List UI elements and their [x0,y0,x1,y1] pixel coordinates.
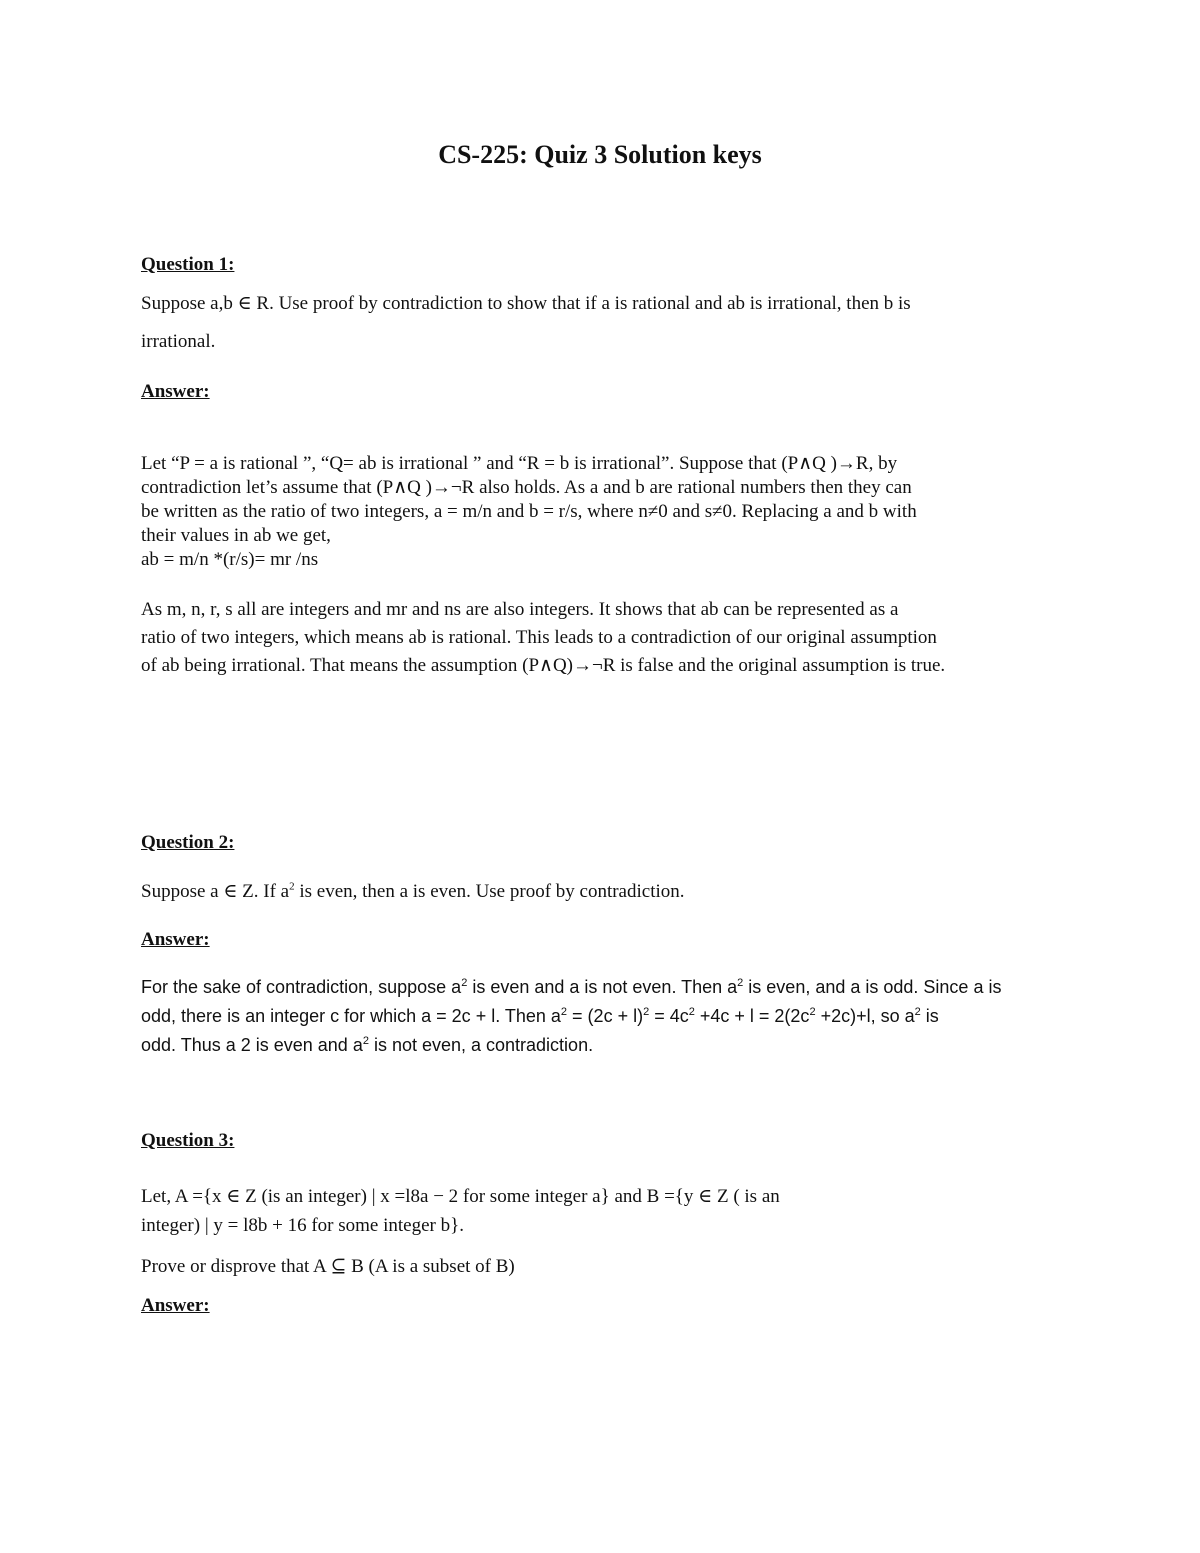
prompt-line: integer) | y = l8b + 16 for some integer b}. [141,1215,464,1236]
text: = (2c + l) [567,1006,644,1026]
answer-line: be written as the ratio of two integers, a = m/n and b = r/s, where n≠0 and s≠0. Replacing a and b with [141,501,917,522]
text: is [920,1006,939,1026]
question-1-prompt-line: Suppose a,b ∈ R. Use proof by contradiction to show that if a is rational and ab is irrational, then b is [141,293,911,314]
superscript: 2 [809,1006,816,1018]
text: is not even, a contradiction. [368,1035,594,1055]
question-1-prompt-cont [141,330,215,354]
superscript: 2 [461,977,468,989]
question-3-task: Prove or disprove that A ⊆ B (A is a subset of B) [141,1256,515,1277]
superscript: 2 [914,1006,921,1018]
superscript: 2 [560,1006,568,1018]
answer-line: Let “P = a is rational ”, “Q= ab is irrational ” and “R = b is irrational”. Suppose that (P∧Q )→R, by [141,453,898,474]
answer-line [141,1031,1001,1060]
text: odd, there is an integer c for which a = 2c + l. Then a [141,1006,561,1026]
question-1-prompt [141,292,911,316]
text: is even and a is not even. Then a [467,977,738,997]
answer-line [141,973,1001,1002]
answer-line: ratio of two integers, which means ab is rational. This leads to a contradiction of our original assumption [141,627,937,648]
superscript: 2 [688,1006,695,1018]
prompt-line: Let, A ={x ∈ Z (is an integer) | x =l8a − 2 for some integer a} and B ={y ∈ Z ( is an [141,1186,780,1207]
question-3-answer-heading: Answer: [141,1295,210,1316]
question-1-answer-heading: Answer: [141,381,210,402]
text: +2c)+l, so a [815,1006,915,1026]
superscript: 2 [289,880,295,893]
question-1-answer-paragraph-1 [141,452,917,572]
question-2-answer [141,973,1001,1060]
question-3-prompt [141,1182,780,1240]
text: = 4c [649,1006,689,1026]
prompt-text: Suppose a ∈ Z. If a [141,881,290,902]
text: odd. Thus a 2 is even and a [141,1035,363,1055]
answer-line [141,1002,1001,1031]
answer-line: their values in ab we get, [141,525,331,546]
prompt-text: is even, then a is even. Use proof by contradiction. [294,881,685,902]
text: +4c + l = 2(2c [694,1006,810,1026]
text: For the sake of contradiction, suppose a [141,977,462,997]
question-1-prompt-line: irrational. [141,331,216,352]
question-2-heading: Question 2: [141,832,235,853]
answer-line: As m, n, r, s all are integers and mr and ns are also integers. It shows that ab can be represented as a [141,599,899,620]
answer-line: ab = m/n *(r/s)= mr /ns [141,549,319,570]
page-title: CS-225: Quiz 3 Solution keys [438,140,762,169]
answer-line: of ab being irrational. That means the assumption (P∧Q)→¬R is false and the original assumption is true. [141,655,946,676]
answer-line: contradiction let’s assume that (P∧Q )→¬R also holds. As a and b are rational numbers then they can [141,477,912,498]
superscript: 2 [643,1006,650,1018]
question-1-answer-paragraph-2 [141,596,945,680]
superscript: 2 [362,1035,369,1047]
question-3-heading: Question 3: [141,1130,235,1151]
question-2-prompt [141,880,685,904]
text: is even, and a is odd. Since a is [743,977,1002,997]
question-2-answer-heading: Answer: [141,929,210,950]
question-1-heading: Question 1: [141,254,235,275]
superscript: 2 [737,977,744,989]
